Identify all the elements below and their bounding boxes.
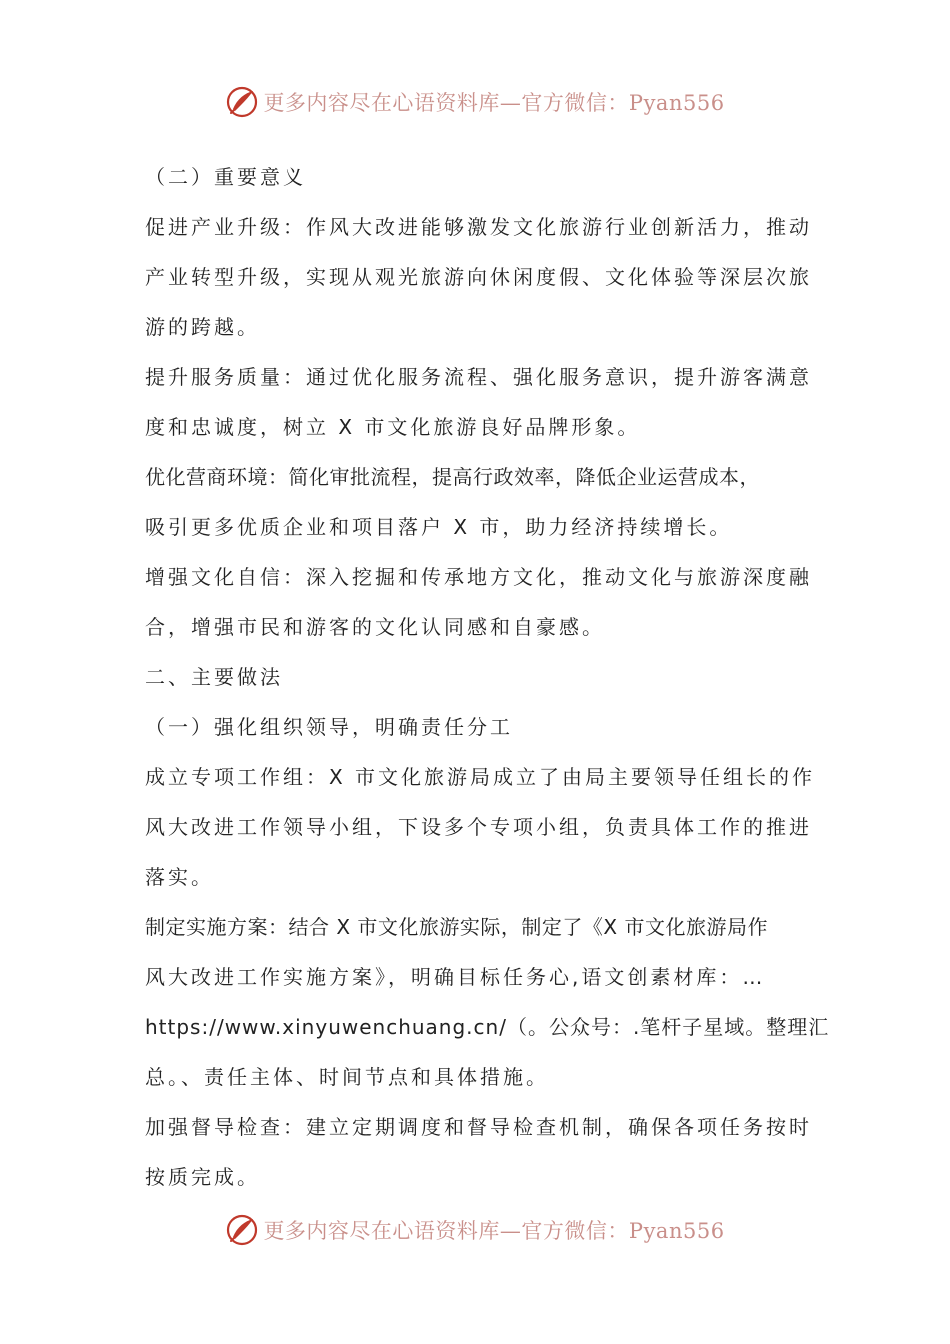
footer-banner-text: 更多内容尽在心语资料库—官方微信：Pyan556 bbox=[263, 1219, 725, 1243]
header-banner-text: 更多内容尽在心语资料库—官方微信：Pyan556 bbox=[263, 91, 725, 115]
paragraph-line: 促进产业升级：作风大改进能够激发文化旅游行业创新活力，推动 bbox=[145, 215, 812, 239]
subsection-heading: （一）强化组织领导，明确责任分工 bbox=[145, 715, 513, 739]
paragraph-line: 风大改进工作领导小组，下设多个专项小组，负责具体工作的推进 bbox=[145, 815, 812, 839]
paragraph-line: 制定实施方案：结合 X 市文化旅游实际，制定了《X 市文化旅游局作 bbox=[145, 915, 768, 939]
paragraph-line: 游的跨越。 bbox=[145, 315, 260, 339]
paragraph-line: 风大改进工作实施方案》，明确目标任务心,语文创素材库：… bbox=[145, 965, 766, 989]
paragraph-line: 加强督导检查：建立定期调度和督导检查机制，确保各项任务按时 bbox=[145, 1115, 812, 1139]
paragraph-line: 提升服务质量：通过优化服务流程、强化服务意识，提升游客满意 bbox=[145, 365, 812, 389]
paragraph-line: 产业转型升级，实现从观光旅游向休闲度假、文化体验等深层次旅 bbox=[145, 265, 812, 289]
footer-banner bbox=[0, 1210, 950, 1250]
pen-logo-icon bbox=[225, 85, 259, 119]
paragraph-line: 优化营商环境：简化审批流程，提高行政效率，降低企业运营成本， bbox=[145, 465, 760, 489]
paragraph-line: 按质完成。 bbox=[145, 1165, 260, 1189]
section-heading: 二、主要做法 bbox=[145, 665, 283, 689]
paragraph-line: 落实。 bbox=[145, 865, 214, 889]
paragraph-line: 增强文化自信：深入挖掘和传承地方文化，推动文化与旅游深度融 bbox=[145, 565, 812, 589]
paragraph-line: 吸引更多优质企业和项目落户 X 市，助力经济持续增长。 bbox=[145, 515, 733, 539]
section-heading: （二）重要意义 bbox=[145, 165, 306, 189]
paragraph-line-url: https://www.xinyuwenchuang.cn/（。公众号：.笔杆子星域。整理汇 bbox=[145, 1015, 830, 1039]
paragraph-line: 合，增强市民和游客的文化认同感和自豪感。 bbox=[145, 615, 605, 639]
pen-logo-icon bbox=[225, 1213, 259, 1247]
header-banner bbox=[0, 82, 950, 122]
paragraph-line: 成立专项工作组：X 市文化旅游局成立了由局主要领导任组长的作 bbox=[145, 765, 816, 789]
document-body bbox=[145, 152, 830, 1202]
paragraph-line: 总。、责任主体、时间节点和具体措施。 bbox=[145, 1065, 549, 1089]
paragraph-line: 度和忠诚度，树立 X 市文化旅游良好品牌形象。 bbox=[145, 415, 641, 439]
